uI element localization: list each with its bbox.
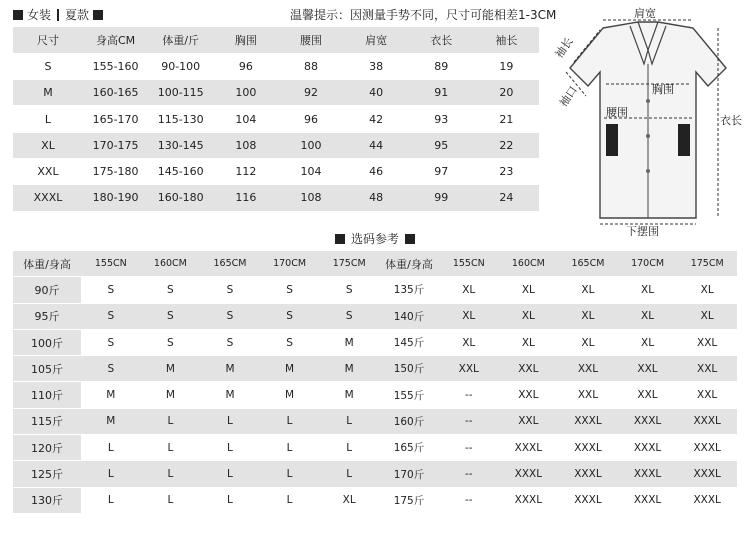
table-cell: S [200,277,260,303]
table-cell: 97 [409,158,474,184]
sleeve-label: 袖长 [552,35,576,61]
category-women: 女装 [27,8,52,22]
column-header: 身高CM [83,27,148,53]
weight-label: 115斤 [13,409,81,435]
table-cell: L [200,435,260,461]
column-header: 体重/身高 [379,251,439,277]
table-cell: XL [677,304,737,330]
weight-label: 135斤 [379,277,439,303]
column-header: 体重/斤 [148,27,213,53]
table-cell: 104 [278,158,343,184]
table-cell: XL [319,488,379,514]
table-cell: L [200,461,260,487]
table-cell: 112 [213,158,278,184]
table-cell: 170-175 [83,132,148,158]
table-row [13,185,539,211]
table-cell: XL [499,304,559,330]
table-cell: XL [499,277,559,303]
table-cell: XXXL [499,488,559,514]
column-header: 胸围 [213,27,278,53]
table-cell: M [319,382,379,408]
table-cell: XL [499,330,559,356]
square-bullet-icon [13,10,23,20]
weight-label: 110斤 [13,382,81,408]
table-cell: 104 [213,106,278,132]
table-cell: 91 [409,80,474,106]
column-header: 165CM [200,251,260,277]
weight-label: 120斤 [13,435,81,461]
table-cell: L [260,435,320,461]
table-cell: S [200,330,260,356]
table-cell: 92 [278,80,343,106]
table-cell: M [319,356,379,382]
table-cell: XXL [558,356,618,382]
table-cell: S [319,304,379,330]
table-cell: 175-180 [83,158,148,184]
size-guide-table [13,251,737,514]
waist-label: 腰围 [606,106,628,119]
column-header: 155CN [439,251,499,277]
table-cell: XXL [499,356,559,382]
table-cell: L [319,409,379,435]
table-cell: XL [558,304,618,330]
table-cell: M [200,356,260,382]
button [646,134,650,138]
table-cell: L [141,409,201,435]
table-cell: 108 [213,132,278,158]
table-cell: 160-180 [148,185,213,211]
table-row [13,158,539,184]
table-cell: L [200,488,260,514]
table-cell: S [319,277,379,303]
table-cell: XXL [13,158,83,184]
weight-label: 105斤 [13,356,81,382]
garment-diagram [548,6,748,236]
table-cell: 38 [344,53,409,79]
table-row [13,382,737,408]
table-cell: S [81,277,141,303]
table-cell: XL [618,330,678,356]
table-cell: 145-160 [148,158,213,184]
table-cell: -- [439,382,499,408]
table-cell: L [200,409,260,435]
square-bullet-icon [335,234,345,244]
weight-label: 130斤 [13,488,81,514]
column-header: 165CM [558,251,618,277]
column-header: 155CN [81,251,141,277]
table-cell: XXL [677,330,737,356]
table-cell: M [81,409,141,435]
table-row [13,53,539,79]
column-header: 腰围 [278,27,343,53]
column-header: 175CM [677,251,737,277]
table-header-row [13,251,737,277]
table-row [13,461,737,487]
table-cell: -- [439,435,499,461]
table-cell: 90-100 [148,53,213,79]
table-cell: 20 [474,80,539,106]
table-row [13,435,737,461]
divider [57,9,59,21]
table-cell: 100 [213,80,278,106]
table-header-row [13,27,539,53]
table-cell: 100 [278,132,343,158]
column-header: 175CM [319,251,379,277]
table-cell: XL [677,277,737,303]
column-header: 170CM [260,251,320,277]
table-cell: L [141,461,201,487]
table-cell: XL [13,132,83,158]
right-pocket [678,124,690,156]
table-cell: XXXL [558,461,618,487]
column-header: 肩宽 [344,27,409,53]
table-cell: XL [439,330,499,356]
table-cell: XXXL [499,461,559,487]
select-guide-title: 选码参考 [0,230,750,247]
table-row [13,330,737,356]
table-cell: M [319,330,379,356]
size-table [13,27,539,212]
weight-label: 95斤 [13,304,81,330]
table-cell: XXL [499,382,559,408]
column-header: 尺寸 [13,27,83,53]
table-cell: L [141,488,201,514]
length-label: 衣长 [720,114,742,127]
weight-label: 150斤 [379,356,439,382]
weight-label: 100斤 [13,330,81,356]
table-cell: XXXL [677,409,737,435]
table-cell: XXXL [618,435,678,461]
weight-label: 90斤 [13,277,81,303]
table-cell: XXL [439,356,499,382]
table-cell: XXL [558,382,618,408]
table-cell: -- [439,409,499,435]
column-header: 体重/身高 [13,251,81,277]
table-row [13,80,539,106]
weight-label: 165斤 [379,435,439,461]
table-cell: S [141,330,201,356]
table-cell: L [319,461,379,487]
table-cell: XL [439,304,499,330]
table-row [13,277,737,303]
table-cell: S [141,277,201,303]
table-cell: 19 [474,53,539,79]
table-cell: XXXL [558,488,618,514]
table-cell: XXXL [677,435,737,461]
table-cell: S [260,304,320,330]
category-header [13,6,103,23]
table-cell: L [81,435,141,461]
table-cell: XXXL [499,435,559,461]
table-cell: 96 [278,106,343,132]
shoulder-label: 肩宽 [634,7,656,20]
chest-label: 胸围 [652,83,674,96]
table-cell: 21 [474,106,539,132]
table-cell: S [141,304,201,330]
table-cell: S [81,304,141,330]
square-bullet-icon [405,234,415,244]
table-cell: 42 [344,106,409,132]
table-cell: S [81,356,141,382]
table-cell: 108 [278,185,343,211]
table-cell: L [260,488,320,514]
measurement-tip: 温馨提示：因测量手势不同，尺寸可能相差1-3CM [290,8,557,22]
table-cell: 96 [213,53,278,79]
table-cell: L [141,435,201,461]
hem-label: 下摆围 [626,225,659,236]
column-header: 袖长 [474,27,539,53]
table-cell: M [13,80,83,106]
column-header: 160CM [141,251,201,277]
table-cell: 40 [344,80,409,106]
table-cell: M [260,382,320,408]
table-cell: 115-130 [148,106,213,132]
column-header: 170CM [618,251,678,277]
table-cell: 165-170 [83,106,148,132]
table-cell: 116 [213,185,278,211]
column-header: 160CM [499,251,559,277]
table-cell: XL [558,277,618,303]
weight-label: 160斤 [379,409,439,435]
table-row [13,304,737,330]
table-cell: L [319,435,379,461]
table-cell: M [200,382,260,408]
table-cell: S [200,304,260,330]
table-cell: 89 [409,53,474,79]
table-cell: 44 [344,132,409,158]
table-cell: XXL [618,356,678,382]
table-cell: XXL [677,356,737,382]
table-cell: 46 [344,158,409,184]
table-cell: 130-145 [148,132,213,158]
button [646,99,650,103]
table-cell: M [260,356,320,382]
cuff-label: 袖口 [556,83,581,110]
table-cell: M [141,356,201,382]
table-cell: L [13,106,83,132]
table-cell: 95 [409,132,474,158]
table-cell: -- [439,461,499,487]
weight-label: 125斤 [13,461,81,487]
table-cell: L [81,461,141,487]
table-cell: XXXL [618,461,678,487]
table-cell: XXL [618,382,678,408]
table-cell: XL [439,277,499,303]
table-cell: XXXL [618,488,678,514]
table-cell: M [141,382,201,408]
weight-label: 170斤 [379,461,439,487]
left-pocket [606,124,618,156]
table-cell: XL [618,277,678,303]
square-bullet-icon [93,10,103,20]
category-summer: 夏款 [65,8,90,22]
button [646,169,650,173]
table-cell: M [81,382,141,408]
table-row [13,409,737,435]
table-cell: XL [618,304,678,330]
table-cell: 48 [344,185,409,211]
table-cell: 88 [278,53,343,79]
table-cell: 180-190 [83,185,148,211]
table-cell: 24 [474,185,539,211]
table-cell: S [260,277,320,303]
table-cell: 100-115 [148,80,213,106]
table-cell: XXL [677,382,737,408]
table-cell: XXXL [558,409,618,435]
table-row [13,356,737,382]
table-row [13,488,737,514]
table-cell: 23 [474,158,539,184]
table-cell: L [81,488,141,514]
table-cell: S [13,53,83,79]
table-cell: XXXL [677,488,737,514]
table-cell: L [260,461,320,487]
table-cell: XXXL [13,185,83,211]
table-cell: S [81,330,141,356]
table-cell: 93 [409,106,474,132]
weight-label: 140斤 [379,304,439,330]
table-cell: XXXL [618,409,678,435]
weight-label: 145斤 [379,330,439,356]
table-row [13,106,539,132]
table-row [13,132,539,158]
table-cell: 99 [409,185,474,211]
column-header: 衣长 [409,27,474,53]
table-cell: L [260,409,320,435]
table-cell: -- [439,488,499,514]
table-cell: XXL [499,409,559,435]
table-cell: S [260,330,320,356]
table-cell: XL [558,330,618,356]
table-cell: 22 [474,132,539,158]
weight-label: 155斤 [379,382,439,408]
table-cell: 160-165 [83,80,148,106]
table-cell: XXXL [558,435,618,461]
table-cell: XXXL [677,461,737,487]
table-cell: 155-160 [83,53,148,79]
weight-label: 175斤 [379,488,439,514]
